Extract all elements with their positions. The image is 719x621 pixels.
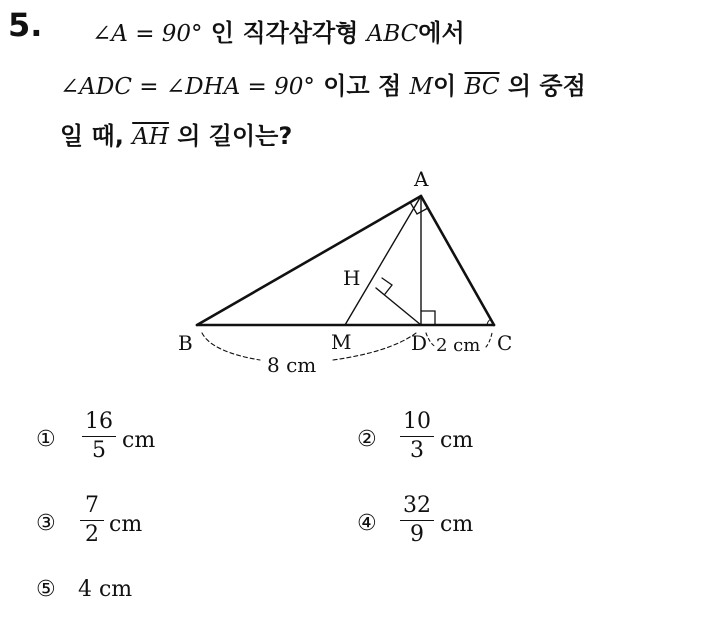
- label-m: M: [331, 330, 352, 354]
- label-b: B: [178, 331, 193, 355]
- choice-5-text[interactable]: 4 cm: [78, 577, 133, 602]
- choice-2-denominator: 3: [410, 438, 424, 463]
- dim-arc-bm-left: [202, 333, 260, 360]
- line2-text-3: 의 중점: [499, 72, 586, 100]
- dim-arc-dc-right: [486, 333, 492, 347]
- line2-text-1: 이고 점: [314, 72, 410, 100]
- choice-3-fraction[interactable]: [80, 494, 104, 547]
- choice-2-unit: cm: [440, 428, 474, 453]
- dim-arc-dc-left: [426, 333, 436, 347]
- choice-1-denominator: 5: [92, 438, 106, 463]
- choice-4-fraction[interactable]: [400, 494, 434, 547]
- line1-text-1: 인 직각삼각형: [202, 19, 367, 47]
- label-c: C: [497, 331, 513, 355]
- label-h: H: [343, 266, 361, 290]
- choice-4-numerator: 32: [403, 493, 431, 518]
- choice-1-unit: cm: [122, 428, 156, 453]
- dim-label-dc: 2 cm: [436, 335, 481, 356]
- angle-condition-adc-dha: ∠ADC = ∠DHA = 90°: [60, 74, 315, 100]
- angle-condition-a: ∠A = 90°: [92, 21, 203, 47]
- choice-1-fraction[interactable]: [82, 410, 116, 463]
- choice-4-denominator: 9: [410, 522, 424, 547]
- right-angle-mark-d: [421, 311, 435, 325]
- triangle-name: ABC: [366, 21, 419, 47]
- label-a: A: [414, 167, 429, 191]
- choice-3-denominator: 2: [85, 522, 99, 547]
- dim-label-bm: 8 cm: [267, 353, 317, 377]
- line1-text-2: 에서: [418, 19, 465, 47]
- line3-text-2: 의 길이는?: [168, 122, 293, 150]
- choice-2-mark[interactable]: ②: [357, 427, 377, 452]
- segment-ah: $\overline{AH}$: [132, 124, 169, 150]
- choice-3-numerator: 7: [85, 493, 99, 518]
- choice-3-mark[interactable]: ③: [36, 511, 56, 536]
- right-angle-mark-h: [382, 278, 392, 294]
- choice-2-numerator: 10: [403, 409, 431, 434]
- choice-1-mark[interactable]: ①: [36, 427, 56, 452]
- segment-bc: $\overline{BC}$: [464, 74, 500, 100]
- line2-text-2: 이: [433, 72, 465, 100]
- side-ac: [421, 196, 494, 325]
- label-d: D: [411, 331, 428, 355]
- question-number: 5.: [8, 6, 43, 44]
- segment-am: [345, 196, 421, 325]
- choice-1-numerator: 16: [85, 409, 113, 434]
- segment-dh: [376, 288, 421, 325]
- choice-2-fraction[interactable]: [400, 410, 434, 463]
- choice-4-unit: cm: [440, 512, 474, 537]
- line3-text-1: 일 때,: [60, 122, 133, 150]
- choice-4-mark[interactable]: ④: [357, 511, 377, 536]
- side-ab: [197, 196, 421, 325]
- choice-3-unit: cm: [109, 512, 143, 537]
- point-m: M: [409, 74, 434, 100]
- choice-5-mark[interactable]: ⑤: [36, 577, 56, 602]
